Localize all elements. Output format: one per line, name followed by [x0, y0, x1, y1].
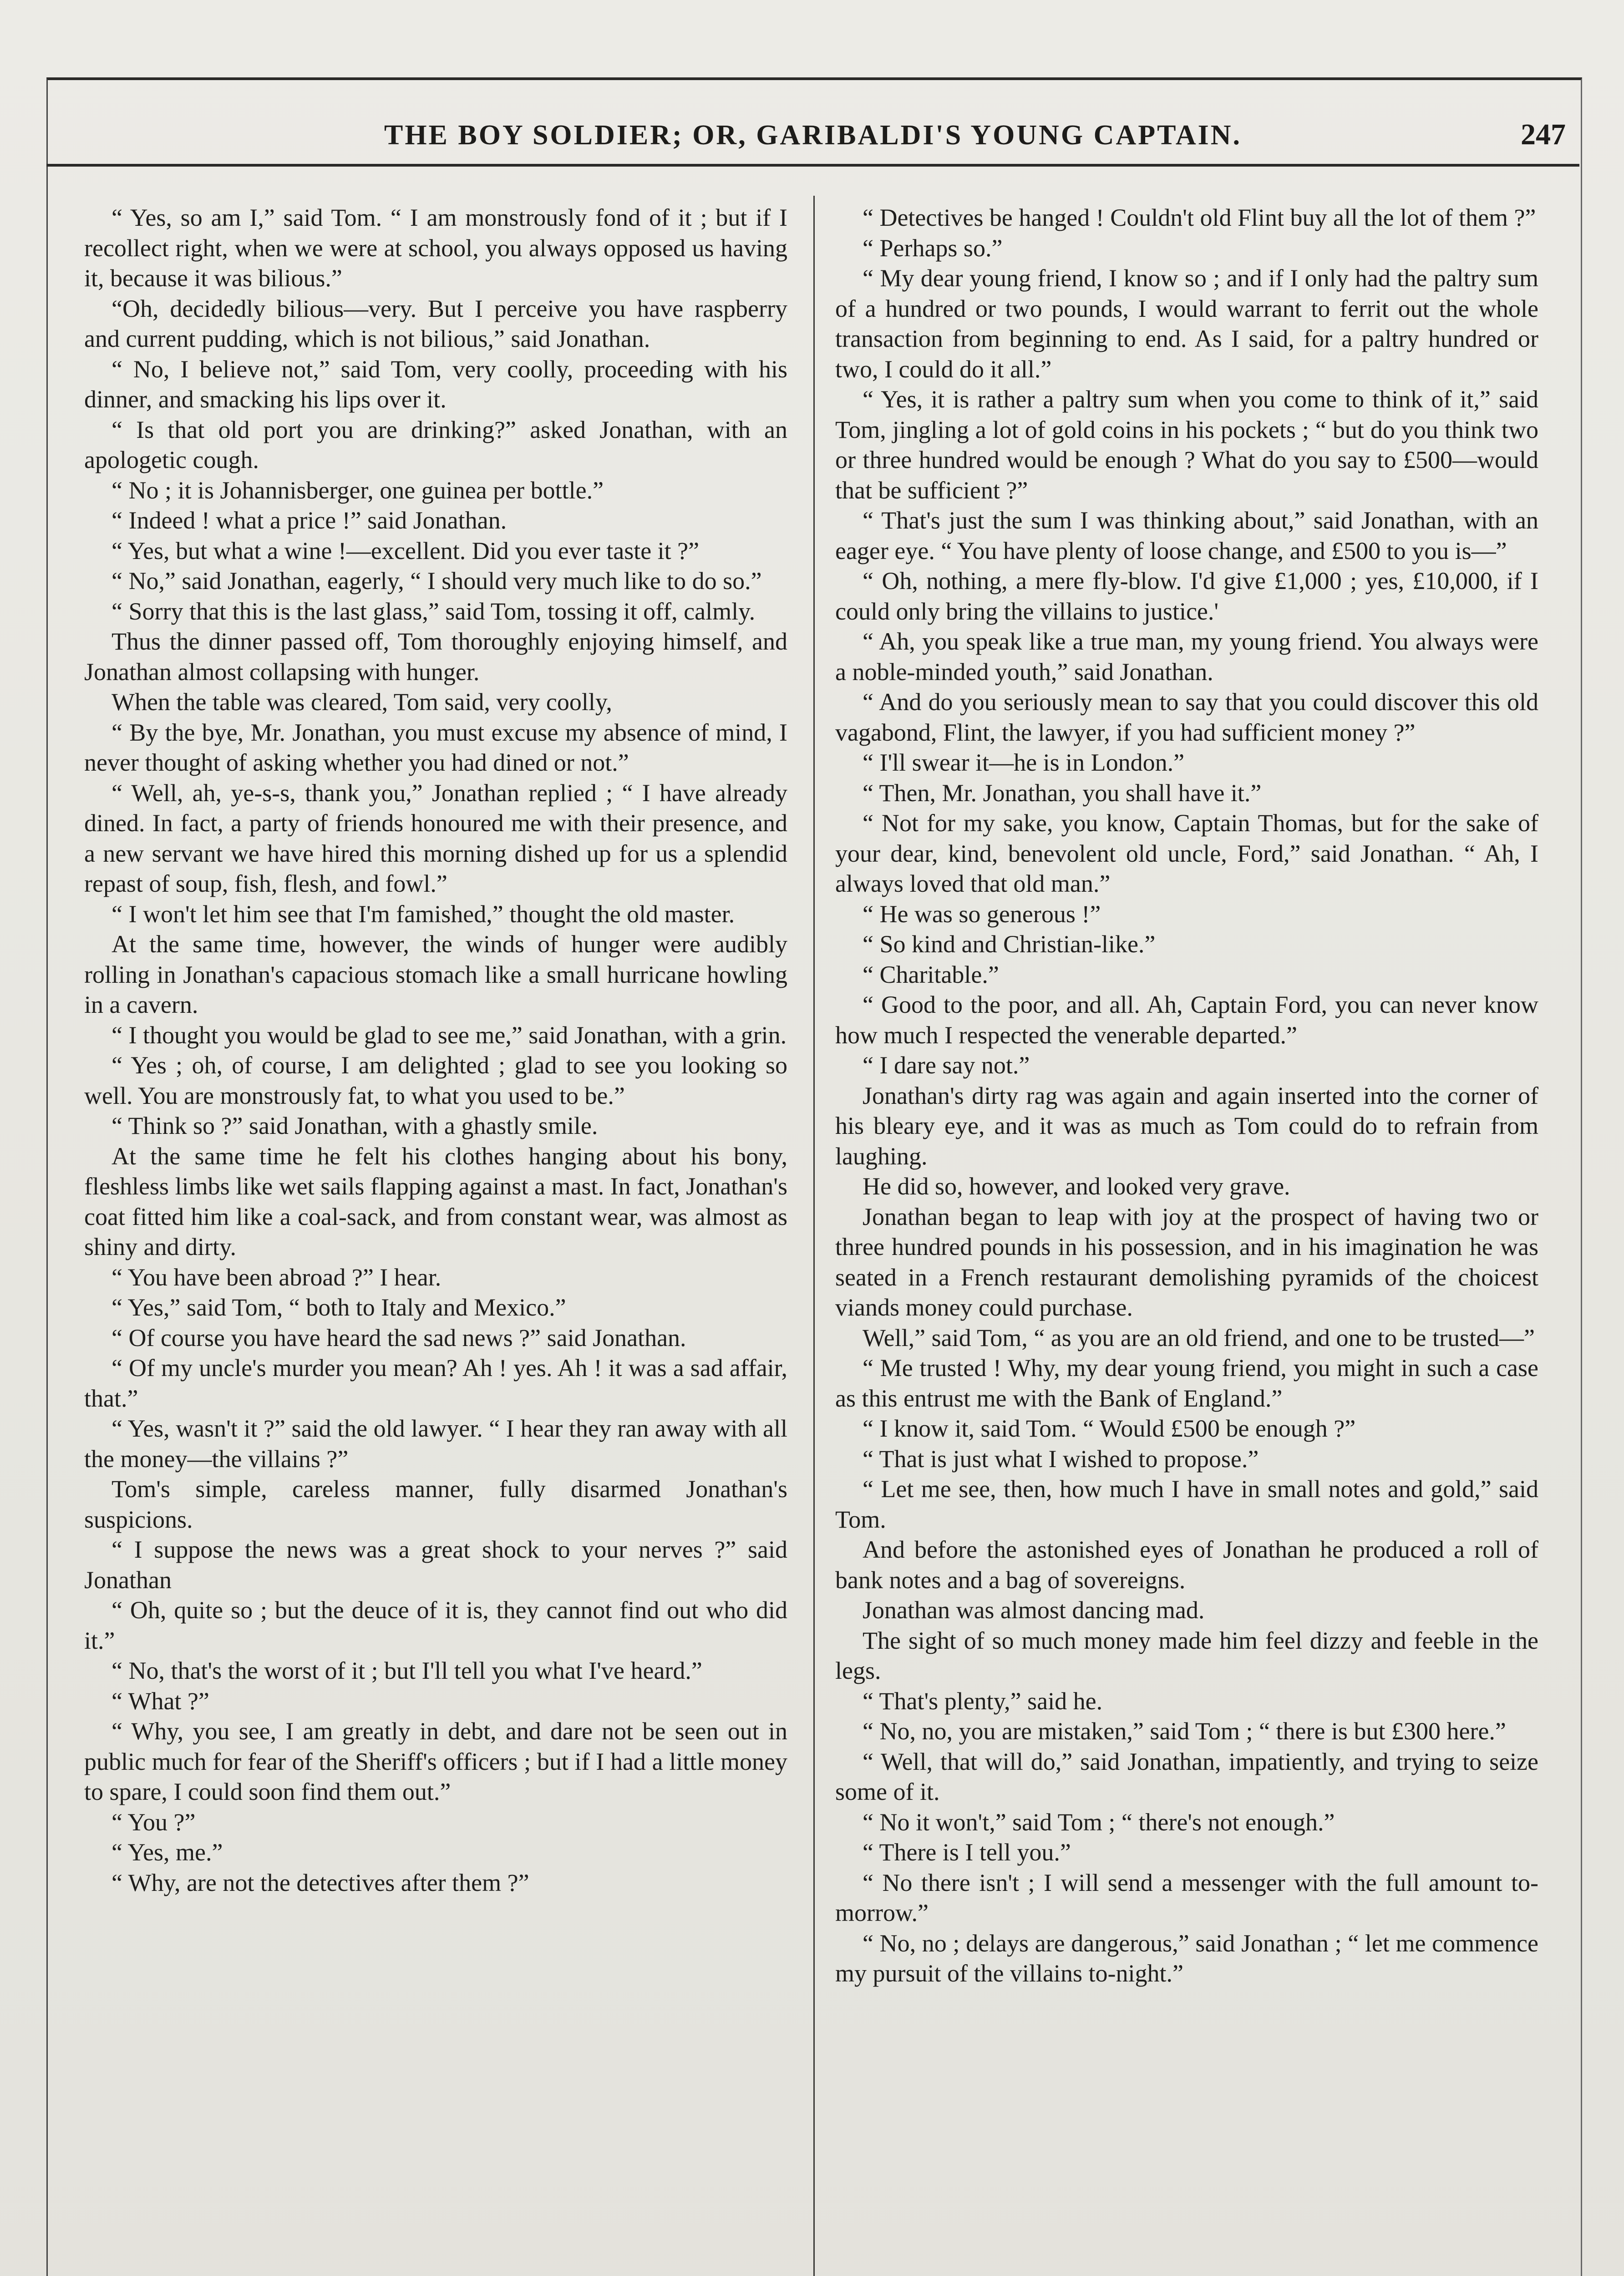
paragraph: “ Charitable.” — [863, 960, 999, 988]
paragraph: “ Sorry that this is the last glass,” said Tom, tossing it off, calmly. — [112, 597, 756, 625]
column-divider — [813, 196, 815, 2276]
paragraph: “ You ?” — [112, 1808, 196, 1836]
paragraph: “ Yes, it is rather a paltry sum when you come to think of it,” said Tom, jingling a lot of gold coins in his pockets ; “ but do you think two or three hundred would be enough ? What do you say to £500—would that be sufficient ?” — [835, 386, 1538, 504]
paragraph: “ I won't let him see that I'm famished,” thought the old master. — [112, 900, 735, 928]
paragraph: At the same time, however, the winds of hunger were audibly rolling in Jonathan's capacious stomach like a small hurricane howling in a cavern. — [84, 930, 787, 1018]
paragraph: “ Yes, but what a wine !—excellent. Did you ever taste it ?” — [112, 537, 700, 564]
running-header — [46, 114, 1579, 167]
paragraph: “ No,” said Jonathan, eagerly, “ I should very much like to do so.” — [112, 567, 762, 594]
paragraph: Jonathan began to leap with joy at the prospect of having two or three hundred pounds in his possession, and in his imagination he was seated in a French restaurant demolishing pyramids of the choicest viands money could purchase. — [835, 1203, 1538, 1321]
paragraph: “ No ; it is Johannisberger, one guinea per bottle.” — [112, 476, 604, 504]
paragraph: “ Of my uncle's murder you mean? Ah ! yes. Ah ! it was a sad affair, that.” — [84, 1354, 787, 1412]
paragraph: “ Well, that will do,” said Jonathan, impatiently, and trying to seize some of it. — [835, 1748, 1538, 1805]
paragraph: “ That's plenty,” said he. — [863, 1687, 1103, 1715]
paragraph: He did so, however, and looked very grave. — [863, 1173, 1290, 1200]
paragraph: “ That is just what I wished to propose.” — [863, 1445, 1259, 1473]
paragraph: “ You have been abroad ?” I hear. — [112, 1263, 442, 1291]
paragraph: “ Yes, me.” — [112, 1839, 223, 1866]
paragraph: Jonathan was almost dancing mad. — [863, 1596, 1205, 1624]
paragraph: “ No it won't,” said Tom ; “ there's not enough.” — [863, 1808, 1335, 1836]
paragraph: “ By the bye, Mr. Jonathan, you must excuse my absence of mind, I never thought of asking whether you had dined or not.” — [84, 718, 787, 776]
paragraph: And before the astonished eyes of Jonathan he produced a roll of bank notes and a bag of sovereigns. — [835, 1536, 1538, 1594]
paragraph: “ Why, you see, I am greatly in debt, and dare not be seen out in public much for fear of the Sheriff's officers ; but if I had a little money to spare, I could soon find them out.” — [84, 1717, 787, 1805]
running-title: THE BOY SOLDIER; OR, GARIBALDI'S YOUNG CAPTAIN. — [384, 120, 1242, 151]
paragraph: “ Yes, wasn't it ?” said the old lawyer. “ I hear they ran away with all the money—the villains ?” — [84, 1415, 787, 1473]
paragraph: “ Ah, you speak like a true man, my young friend. You always were a noble-minded youth,” said Jonathan. — [835, 628, 1538, 686]
paragraph: “ What ?” — [112, 1687, 209, 1715]
paragraph: “ Indeed ! what a price !” said Jonathan. — [112, 507, 507, 534]
left-column — [84, 203, 787, 1898]
paragraph: “ I know it, said Tom. “ Would £500 be enough ?” — [863, 1415, 1356, 1442]
paragraph: “ Good to the poor, and all. Ah, Captain Ford, you can never know how much I respected the venerable departed.” — [835, 991, 1538, 1049]
paragraph: “ I dare say not.” — [863, 1052, 1030, 1079]
paragraph: “ Let me see, then, how much I have in small notes and gold,” said Tom. — [835, 1475, 1538, 1533]
paragraph: “ No there isn't ; I will send a messenger with the full amount to-morrow.” — [835, 1869, 1538, 1926]
page-number: 247 — [1521, 118, 1566, 151]
paragraph: Jonathan's dirty rag was again and again inserted into the corner of his bleary eye, and it was as much as Tom could do to refrain from laughing. — [835, 1082, 1538, 1170]
paragraph: “ I'll swear it—he is in London.” — [863, 749, 1185, 776]
paragraph: “ Is that old port you are drinking?” asked Jonathan, with an apologetic cough. — [84, 416, 787, 473]
paragraph: At the same time he felt his clothes hanging about his bony, fleshless limbs like wet sails flapping against a mast. In fact, Jonathan's coat fitted him like a coal-sack, and from constant wear, was almost as shiny and dirty. — [84, 1142, 787, 1260]
paragraph: When the table was cleared, Tom said, very coolly, — [112, 688, 612, 716]
paragraph: “ And do you seriously mean to say that you could discover this old vagabond, Flint, the lawyer, if you had sufficient money ?” — [835, 688, 1538, 746]
paragraph: “ Detectives be hanged ! Couldn't old Flint buy all the lot of them ?” — [863, 204, 1536, 231]
paragraph: “ I thought you would be glad to see me,” said Jonathan, with a grin. — [112, 1021, 787, 1049]
paragraph: “ Me trusted ! Why, my dear young friend, you might in such a case as this entrust me with the Bank of England.” — [835, 1354, 1538, 1412]
paragraph: “ There is I tell you.” — [863, 1839, 1071, 1866]
paragraph: “ Yes ; oh, of course, I am delighted ; glad to see you looking so well. You are monstrously fat, to what you used to be.” — [84, 1052, 787, 1109]
paragraph: “ Think so ?” said Jonathan, with a ghastly smile. — [112, 1112, 598, 1139]
right-column — [835, 203, 1538, 1989]
paragraph: “ No, no, you are mistaken,” said Tom ; “ there is but £300 here.” — [863, 1717, 1506, 1745]
paragraph: “ So kind and Christian-like.” — [863, 930, 1156, 958]
paragraph: “ Perhaps so.” — [863, 234, 1003, 262]
paragraph: “ Oh, quite so ; but the deuce of it is, they cannot find out who did it.” — [84, 1596, 787, 1654]
paragraph: “ Why, are not the detectives after them ?” — [112, 1869, 529, 1896]
paragraph: “ No, I believe not,” said Tom, very coolly, proceeding with his dinner, and smacking his lips over it. — [84, 355, 787, 413]
paragraph: Thus the dinner passed off, Tom thoroughly enjoying himself, and Jonathan almost collapsing with hunger. — [84, 628, 787, 686]
paragraph: The sight of so much money made him feel dizzy and feeble in the legs. — [835, 1626, 1538, 1684]
paragraph: “ He was so generous !” — [863, 900, 1101, 928]
paragraph: “ Yes,” said Tom, “ both to Italy and Mexico.” — [112, 1294, 566, 1321]
paragraph: “ My dear young friend, I know so ; and if I only had the paltry sum of a hundred or two pounds, I would warrant to ferrit out the whole transaction from beginning to end. As I said, for a paltry hundred or two, I could do it all.” — [835, 264, 1538, 383]
paragraph: “ I suppose the news was a great shock to your nerves ?” said Jonathan — [84, 1536, 787, 1594]
paragraph: “ Yes, so am I,” said Tom. “ I am monstrously fond of it ; but if I recollect right, when we were at school, you always opposed us having it, because it was bilious.” — [84, 204, 787, 292]
paragraph: “ That's just the sum I was thinking about,” said Jonathan, with an eager eye. “ You have plenty of loose change, and £500 to you is—” — [835, 507, 1538, 564]
paragraph: “ Of course you have heard the sad news ?” said Jonathan. — [112, 1324, 686, 1351]
paragraph: “ No, that's the worst of it ; but I'll tell you what I've heard.” — [112, 1657, 702, 1684]
paragraph: “ Then, Mr. Jonathan, you shall have it.” — [863, 779, 1262, 807]
paragraph: “ Oh, nothing, a mere fly-blow. I'd give £1,000 ; yes, £10,000, if I could only bring the villains to justice.' — [835, 567, 1538, 625]
paragraph: “ No, no ; delays are dangerous,” said Jonathan ; “ let me commence my pursuit of the villains to-night.” — [835, 1929, 1538, 1987]
paragraph: “ Not for my sake, you know, Captain Thomas, but for the sake of your dear, kind, benevolent old uncle, Ford,” said Jonathan. “ Ah, I always loved that old man.” — [835, 809, 1538, 897]
paragraph: “ Well, ah, ye-s-s, thank you,” Jonathan replied ; “ I have already dined. In fact, a party of friends honoured me with their presence, and a new servant we have hired this morning dished up for us a splendid repast of soup, fish, flesh, and fowl.” — [84, 779, 787, 897]
paragraph: Well,” said Tom, “ as you are an old friend, and one to be trusted—” — [863, 1324, 1535, 1351]
paragraph: Tom's simple, careless manner, fully disarmed Jonathan's suspicions. — [84, 1475, 787, 1533]
paragraph: “Oh, decidedly bilious—very. But I perceive you have raspberry and current pudding, which is not bilious,” said Jonathan. — [84, 295, 787, 352]
